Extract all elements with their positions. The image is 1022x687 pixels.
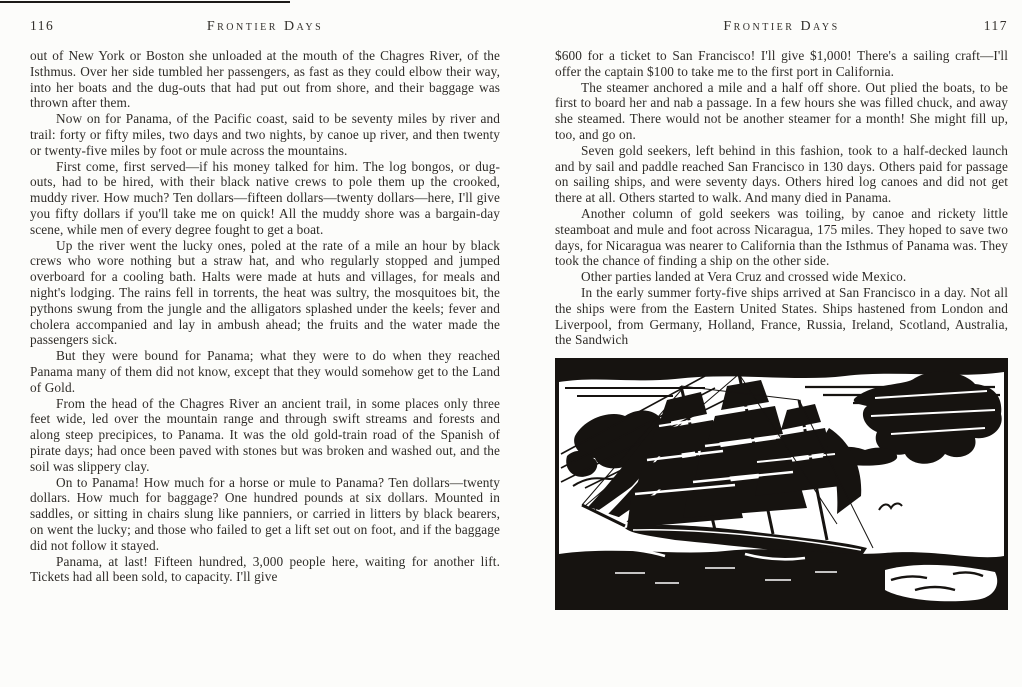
paragraph: Another column of gold seekers was toiling, by canoe and rickety little steamboat and mule and foot across Nicaragua, 175 miles. They hoped to save two days, for Nicaragua was nearer to California than the Isthmus of Panama was. They took the chance of finding a ship on the other side. xyxy=(555,205,1008,269)
page-number: 116 xyxy=(30,18,55,33)
scan-artifact-line xyxy=(0,1,290,3)
paragraph: But they were bound for Panama; what they were to do when they reached Panama many of them did not know, except that they would somehow get to the Land of Gold. xyxy=(30,348,500,395)
paragraph: From the head of the Chagres River an ancient trail, in some places only three feet wide, led over the mountain range and through swift streams and forests and along steep precipices, to Panama. It was the old gold-train road of the Spanish of pirate days; had once been paved with stones but was broken and washed out, and the soil was slippery clay. xyxy=(30,395,500,474)
paragraph: $600 for a ticket to San Francisco! I'll give $1,000! There's a sailing craft—I'll offer the captain $100 to take me to the first port in California. xyxy=(555,48,1008,79)
page-number: 117 xyxy=(983,18,1008,33)
paragraph: First come, first served—if his money talked for him. The log bongos, or dug-outs, had to be hired, with their black native crews to pole them up the crooked, muddy river. How much? Ten dollars—fifteen dollars—twenty dollars—here, I'll give you fifty dollars if you'll take me on quick! All the muddy shore was a bargain-day scene, while men of every degree fought to get a boat. xyxy=(30,158,500,237)
paragraph: Seven gold seekers, left behind in this fashion, took to a half-decked launch and by sail and paddle reached San Francisco in 130 days. Others paid for passage on sailing ships, and were seventy days. Others hired log canoes and did not get there at all. Others started to walk. And many died in Panama. xyxy=(555,142,1008,206)
sailing-ship-illustration xyxy=(555,358,1008,610)
paragraph: Other parties landed at Vera Cruz and crossed wide Mexico. xyxy=(581,269,907,285)
page-body xyxy=(555,48,1008,348)
sea xyxy=(559,548,1004,606)
paragraph: Panama, at last! Fifteen hundred, 3,000 people here, waiting for another lift. Tickets had all been sold, to capacity. I'll give xyxy=(30,553,500,585)
paragraph: On to Panama! How much for a horse or mule to Panama? Ten dollars—twenty dollars. How much for baggage? One hundred pounds at six dollars. Mounted in saddles, or sitting in chairs slung like panniers, or carried in litters by black bearers, on went the lucky; and those who failed to get a lift set out on foot, and if the baggage did not follow it stayed. xyxy=(30,474,500,553)
running-header: Frontier Days xyxy=(723,19,840,34)
paragraph: Now on for Panama, of the Pacific coast, said to be seventy miles by river and trail: forty or fifty miles, two days and two nights, by canoe up river, and then twenty or twenty-five miles by foot or mule across the mountains. xyxy=(30,111,500,158)
running-header: Frontier Days xyxy=(206,19,324,34)
page-117 xyxy=(555,18,1008,610)
paragraph: Up the river went the lucky ones, poled at the rate of a mile an hour by black crews who wore nothing but a straw hat, and who regularly stopped and jumped overboard for a cooling bath. Halts were made at huts and villages, for meals and night's lodging. The rains fell in torrents, the heat was sultry, the mosquitoes bit, the pythons swung from the jungle and the alligators splashed under the keels; fever and cholera accompanied and lay in ambush ahead; the fruits and the water made the passengers sick. xyxy=(30,237,500,348)
page-body xyxy=(30,48,500,585)
paragraph: out of New York or Boston she unloaded at the mouth of the Chagres River, of the Isthmus. Over her side tumbled her passengers, as fast as they could elbow their way, into her boats and the dug-outs that had put out from shore, and their baggage was thrown after them. xyxy=(30,48,500,111)
page-header xyxy=(30,18,500,35)
sailing-ship-woodcut-image xyxy=(555,358,1008,610)
paragraph: The steamer anchored a mile and a half off shore. Out plied the boats, to be first to board her and nab a passage. In a few hours she was filled chuck, and away she steamed. There would not be another steamer for a month! She might fill up, too, and go on. xyxy=(555,79,1008,142)
page-header xyxy=(555,18,1008,35)
paragraph: In the early summer forty-five ships arrived at San Francisco in a day. Not all the ships were from the Eastern United States. Ships hastened from London and Liverpool, from Germany, Holland, France, Russia, Ireland, Scotland, Australia, the Sandwich xyxy=(555,284,1008,348)
page-116 xyxy=(30,18,500,585)
